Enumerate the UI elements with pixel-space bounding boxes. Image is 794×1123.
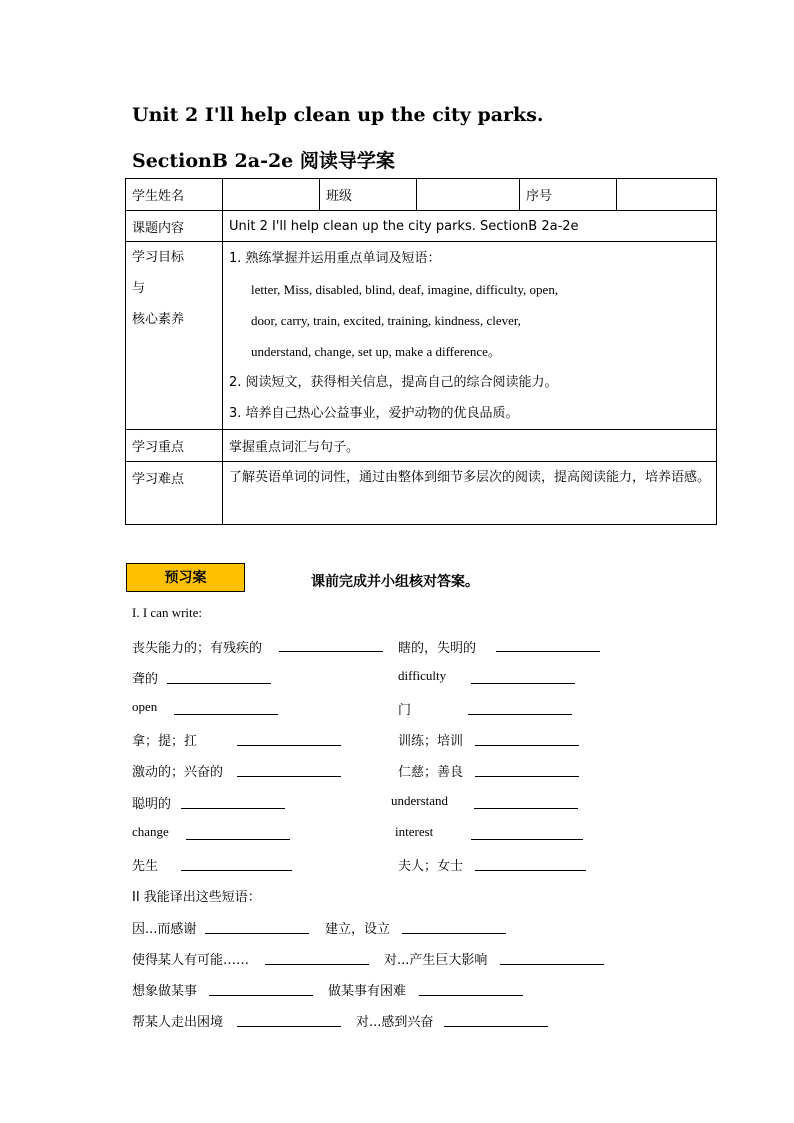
focus-label: 学习重点 bbox=[126, 430, 223, 462]
answer-blank[interactable] bbox=[181, 870, 292, 871]
answer-blank[interactable] bbox=[468, 714, 572, 715]
word-prompt: 激动的；兴奋的 bbox=[132, 765, 224, 780]
goal-words: door, carry, train, excited, training, kindness, clever, bbox=[251, 313, 521, 328]
answer-blank[interactable] bbox=[237, 1026, 341, 1027]
answer-blank[interactable] bbox=[402, 933, 506, 934]
word-prompt: difficulty bbox=[398, 668, 447, 683]
word-prompt: 仁慈；善良 bbox=[398, 765, 464, 780]
word-prompt: 聪明的 bbox=[132, 797, 172, 812]
word-prompt: 先生 bbox=[132, 859, 159, 874]
goals-label-line: 核心素养 bbox=[132, 312, 185, 327]
word-prompt: understand bbox=[391, 793, 449, 808]
phrase-prompt: 对...感到兴奋 bbox=[356, 1015, 434, 1030]
answer-blank[interactable] bbox=[475, 776, 579, 777]
word-prompt: 拿；提；扛 bbox=[132, 734, 198, 749]
word-prompt: interest bbox=[395, 824, 434, 839]
topic-value: Unit 2 I'll help clean up the city parks. SectionB 2a-2e bbox=[223, 211, 717, 242]
answer-blank[interactable] bbox=[496, 651, 600, 652]
goal-item: 2. 阅读短文，获得相关信息，提高自己的综合阅读能力。 bbox=[229, 375, 558, 390]
phrase-prompt: 因...而感谢 bbox=[132, 922, 197, 937]
info-table bbox=[125, 178, 717, 525]
word-prompt: 聋的 bbox=[132, 672, 159, 687]
answer-blank[interactable] bbox=[205, 933, 309, 934]
phrase-prompt: 想象做某事 bbox=[132, 984, 198, 999]
answer-blank[interactable] bbox=[279, 651, 383, 652]
phrase-prompt: 做某事有困难 bbox=[328, 984, 407, 999]
topic-label: 课题内容 bbox=[126, 211, 223, 242]
preview-note: 课前完成并小组核对答案。 bbox=[311, 574, 479, 590]
seat-cell[interactable] bbox=[617, 179, 717, 211]
goal-item: 3. 培养自己热心公益事业，爱护动物的优良品质。 bbox=[229, 406, 519, 421]
goals-cell bbox=[223, 242, 717, 430]
answer-blank[interactable] bbox=[419, 995, 523, 996]
answer-blank[interactable] bbox=[237, 745, 341, 746]
goals-label-line: 学习目标 bbox=[132, 250, 185, 265]
answer-blank[interactable] bbox=[474, 808, 578, 809]
word-prompt: open bbox=[132, 699, 158, 714]
answer-blank[interactable] bbox=[237, 776, 341, 777]
word-prompt: change bbox=[132, 824, 169, 839]
answer-blank[interactable] bbox=[444, 1026, 548, 1027]
answer-blank[interactable] bbox=[475, 870, 586, 871]
phrase-prompt: 使得某人有可能…… bbox=[132, 953, 250, 968]
page-subtitle: SectionB 2a-2e 阅读导学案 bbox=[132, 150, 395, 172]
seat-label: 序号 bbox=[520, 179, 617, 211]
difficulty-label: 学习难点 bbox=[126, 462, 223, 525]
goals-label bbox=[126, 242, 223, 430]
difficulty-value: 了解英语单词的词性，通过由整体到细节多层次的阅读，提高阅读能力，培养语感。 bbox=[223, 462, 717, 525]
section1-title: I. I can write: bbox=[132, 605, 203, 620]
student-name-cell[interactable] bbox=[223, 179, 320, 211]
answer-blank[interactable] bbox=[174, 714, 278, 715]
phrase-prompt: 建立，设立 bbox=[325, 922, 391, 937]
word-prompt: 夫人；女士 bbox=[398, 859, 464, 874]
section2-title: II 我能译出这些短语： bbox=[132, 890, 261, 905]
answer-blank[interactable] bbox=[265, 964, 369, 965]
answer-blank[interactable] bbox=[500, 964, 604, 965]
word-prompt: 丧失能力的；有残疾的 bbox=[132, 641, 263, 656]
answer-blank[interactable] bbox=[475, 745, 579, 746]
focus-value: 掌握重点词汇与句子。 bbox=[223, 430, 717, 462]
student-name-label: 学生姓名 bbox=[126, 179, 223, 211]
goals-label-line: 与 bbox=[132, 281, 146, 296]
answer-blank[interactable] bbox=[167, 683, 271, 684]
preview-tag: 预习案 bbox=[126, 563, 245, 592]
phrase-prompt: 对...产生巨大影响 bbox=[384, 953, 488, 968]
answer-blank[interactable] bbox=[186, 839, 290, 840]
goal-item: 1. 熟练掌握并运用重点单词及短语： bbox=[229, 251, 441, 266]
answer-blank[interactable] bbox=[209, 995, 313, 996]
phrase-prompt: 帮某人走出困境 bbox=[132, 1015, 224, 1030]
goal-words: letter, Miss, disabled, blind, deaf, imagine, difficulty, open, bbox=[251, 282, 559, 297]
answer-blank[interactable] bbox=[471, 683, 575, 684]
word-prompt: 训练；培训 bbox=[398, 734, 464, 749]
class-label: 班级 bbox=[320, 179, 417, 211]
goal-words: understand, change, set up, make a difference。 bbox=[251, 344, 501, 359]
answer-blank[interactable] bbox=[181, 808, 285, 809]
word-prompt: 门 bbox=[398, 703, 412, 718]
class-cell[interactable] bbox=[417, 179, 520, 211]
word-prompt: 瞎的，失明的 bbox=[398, 641, 477, 656]
page-title: Unit 2 I'll help clean up the city parks. bbox=[132, 104, 544, 126]
answer-blank[interactable] bbox=[471, 839, 583, 840]
